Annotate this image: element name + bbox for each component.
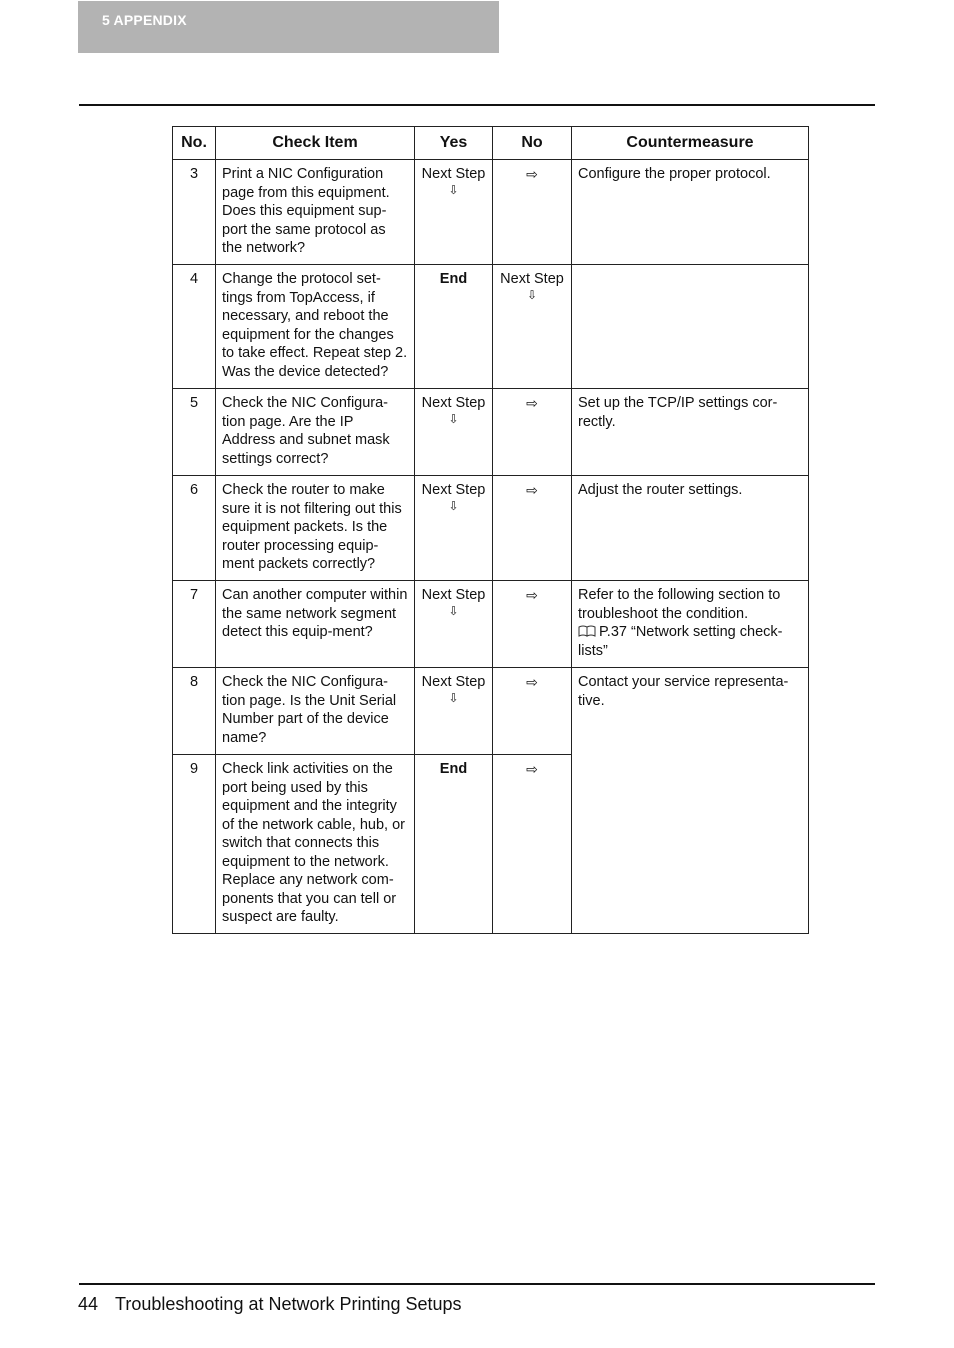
- table-row: [173, 265, 809, 389]
- no-cell: [493, 755, 572, 934]
- row-number: 7: [173, 581, 216, 668]
- table-row: [173, 476, 809, 581]
- yes-cell: [415, 581, 493, 668]
- checklist-table: [172, 126, 809, 934]
- cross-reference-link[interactable]: P.37 “Network setting check-lists”: [578, 624, 783, 659]
- right-arrow-icon: ⇨: [526, 587, 538, 603]
- yes-cell: [415, 668, 493, 755]
- countermeasure: Configure the proper protocol.: [572, 160, 809, 265]
- right-arrow-icon: ⇨: [526, 482, 538, 498]
- yes-cell: [415, 160, 493, 265]
- check-item: Check link activities on the port being used by this equipment and the integrity of the network cable, hub, or switch that connects this equipment to the network. Replace any network com-ponents that you can tell or suspect are faulty.: [216, 755, 415, 934]
- footer-title: Troubleshooting at Network Printing Setups: [115, 1294, 462, 1314]
- yes-cell: [415, 755, 493, 934]
- next-step-label: Next Step: [421, 587, 486, 603]
- header-no-column: No: [493, 127, 572, 160]
- check-item: Print a NIC Configuration page from this equipment. Does this equipment sup-port the same protocol as the network?: [216, 160, 415, 265]
- down-arrow-icon: ⇩: [448, 498, 459, 513]
- page-number: 44: [78, 1294, 99, 1314]
- countermeasure: Adjust the router settings.: [572, 476, 809, 581]
- next-step-label: Next Step: [421, 482, 486, 498]
- row-number: 3: [173, 160, 216, 265]
- yes-cell: [415, 265, 493, 389]
- yes-cell: [415, 476, 493, 581]
- end-label: End: [439, 761, 468, 777]
- next-step-label: Next Step: [421, 395, 486, 411]
- no-cell: [493, 265, 572, 389]
- table-row: [173, 389, 809, 476]
- no-cell: [493, 389, 572, 476]
- chapter-label: 5 APPENDIX: [102, 12, 187, 28]
- countermeasure: [572, 265, 809, 389]
- countermeasure-text: Refer to the following section to troubleshoot the condition.: [578, 587, 781, 622]
- down-arrow-icon: ⇩: [526, 287, 538, 302]
- check-item: Can another computer within the same network segment detect this equip-ment?: [216, 581, 415, 668]
- down-arrow-icon: ⇩: [448, 603, 459, 618]
- yes-cell: [415, 389, 493, 476]
- right-arrow-icon: ⇨: [526, 395, 538, 411]
- table-row: [173, 581, 809, 668]
- check-item: Check the NIC Configura-tion page. Are the IP Address and subnet mask settings correct?: [216, 389, 415, 476]
- footer-rule: [79, 1283, 875, 1285]
- header-yes: Yes: [415, 127, 493, 160]
- check-item: Change the protocol set-tings from TopAccess, if necessary, and reboot the equipment for the changes to take effect. Repeat step 2. Was the device detected?: [216, 265, 415, 389]
- countermeasure: Set up the TCP/IP settings cor-rectly.: [572, 389, 809, 476]
- right-arrow-icon: ⇨: [526, 761, 538, 777]
- row-number: 4: [173, 265, 216, 389]
- table-header-row: [173, 127, 809, 160]
- next-step-label: Next Step: [421, 166, 486, 182]
- book-icon: [578, 625, 596, 637]
- end-label: End: [439, 271, 468, 287]
- row-number: 5: [173, 389, 216, 476]
- no-cell: [493, 581, 572, 668]
- header-no: No.: [173, 127, 216, 160]
- countermeasure: [572, 581, 809, 668]
- header-rule: [79, 104, 875, 106]
- table-row: [173, 668, 809, 755]
- header-check-item: Check Item: [216, 127, 415, 160]
- countermeasure: Contact your service representa-tive.: [572, 668, 809, 934]
- down-arrow-icon: ⇩: [448, 411, 459, 426]
- down-arrow-icon: ⇩: [448, 182, 459, 197]
- next-step-label: Next Step: [500, 271, 564, 287]
- no-cell: [493, 160, 572, 265]
- check-item: Check the router to make sure it is not filtering out this equipment packets. Is the router processing equip-ment packets correctly?: [216, 476, 415, 581]
- right-arrow-icon: ⇨: [526, 674, 538, 690]
- check-item: Check the NIC Configura-tion page. Is the Unit Serial Number part of the device name?: [216, 668, 415, 755]
- page-footer: [78, 1294, 462, 1315]
- row-number: 9: [173, 755, 216, 934]
- header-countermeasure: Countermeasure: [572, 127, 809, 160]
- no-cell: [493, 476, 572, 581]
- next-step-label: Next Step: [421, 674, 486, 690]
- down-arrow-icon: ⇩: [448, 690, 459, 705]
- right-arrow-icon: ⇨: [526, 166, 538, 182]
- table-row: [173, 160, 809, 265]
- row-number: 8: [173, 668, 216, 755]
- chapter-tab: [78, 1, 499, 53]
- row-number: 6: [173, 476, 216, 581]
- no-cell: [493, 668, 572, 755]
